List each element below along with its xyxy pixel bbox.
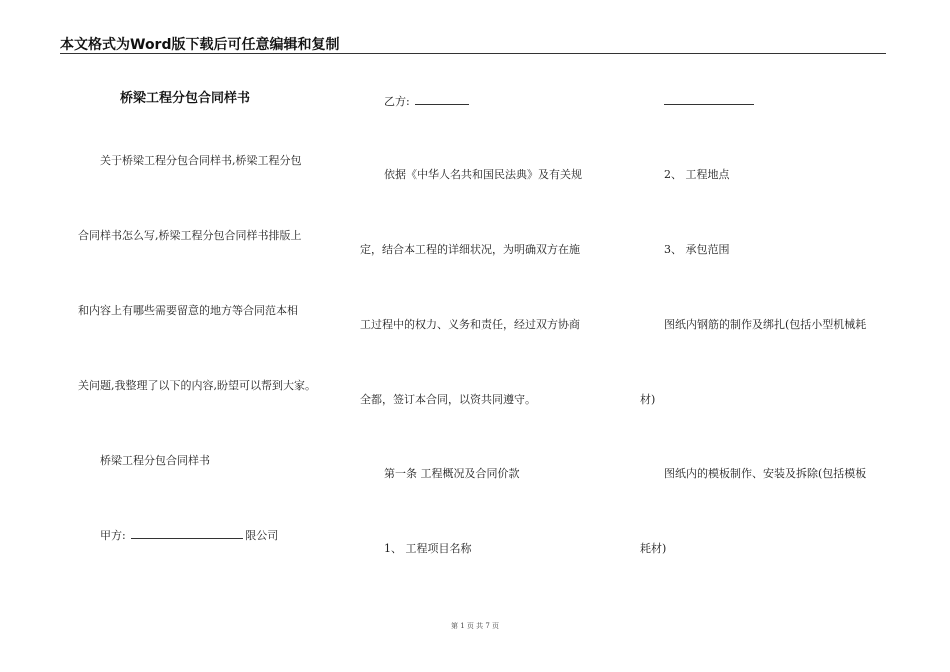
party-b-line [384,94,471,109]
paragraph-line: 图纸内的模板制作、安装及拆除(包括模板 [664,467,867,480]
paragraph-line: 定，结合本工程的详细状况，为明确双方在施 [360,243,580,256]
paragraph-line: 和内容上有哪些需要留意的地方等合同范本相 [78,304,298,317]
header-divider [60,53,886,54]
section-heading: 桥梁工程分包合同样书 [100,454,210,467]
list-item: 3、 承包范围 [664,243,730,256]
paragraph-line: 关问题,我整理了以下的内容,盼望可以帮到大家。 [78,379,316,392]
party-a-line [100,528,278,543]
paragraph-line: 关于桥梁工程分包合同样书,桥梁工程分包 [100,154,302,167]
document-header: 本文格式为Word版下载后可任意编辑和复制 [60,37,340,53]
party-a-label: 甲方: [100,529,126,542]
paragraph-line: 工过程中的权力、义务和责任，经过双方协商 [360,318,580,331]
paragraph-line: 合同样书怎么写,桥梁工程分包合同样书排版上 [78,229,302,242]
list-item: 1、 工程项目名称 [384,542,472,555]
list-item: 2、 工程地点 [664,168,730,181]
paragraph-line: 全都，签订本合同，以资共同遵守。 [360,393,536,406]
article-heading: 第一条 工程概况及合同价款 [384,467,520,480]
paragraph-line: 耗材) [640,542,667,555]
document-title: 桥梁工程分包合同样书 [120,91,251,106]
blank-line [662,94,756,109]
paragraph-line: 材) [640,393,656,406]
paragraph-line: 依据《中华人名共和国民法典》及有关规 [384,168,582,181]
top-blank [664,94,754,105]
party-b-blank [415,94,469,105]
paragraph-line: 图纸内钢筋的制作及绑扎(包括小型机械耗 [664,318,867,331]
party-a-suffix: 限公司 [245,529,279,542]
party-b-label: 乙方: [384,95,410,108]
party-a-blank [131,528,243,539]
page-number: 第 1 页 共 7 页 [450,622,500,630]
